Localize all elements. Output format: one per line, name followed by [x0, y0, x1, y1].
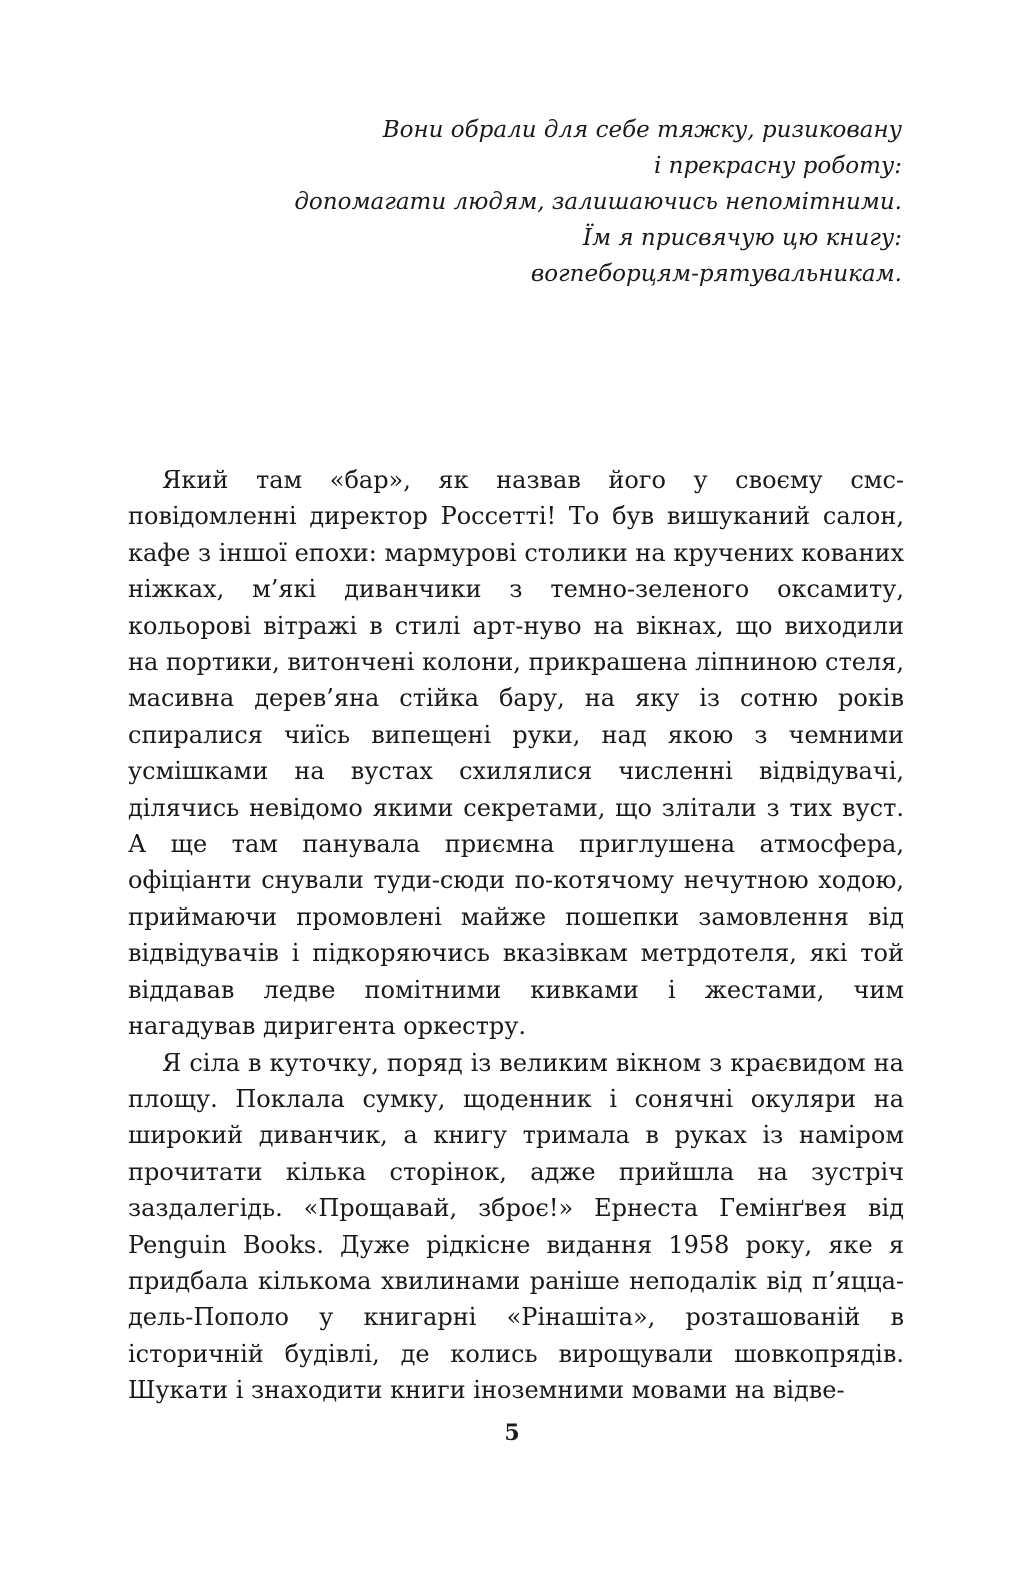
epigraph-line: і прекрасну роботу: [653, 153, 902, 179]
body-text [128, 462, 904, 1409]
epigraph-line: Вони обрали для себе тяжку, ризиковану [382, 117, 902, 143]
epigraph-line: вогneборцям-рятувальникам. [530, 261, 902, 287]
epigraph-line: Їм я присвячую цю книгу: [582, 225, 902, 251]
epigraph-line: допомагати людям, залишаючись непомітними. [294, 189, 902, 215]
paragraph: Я сіла в куточку, поряд із великим вікном з краєвидом на площу. Поклала сумку, щоденник і сонячні окуляри на широкий диванчик, а книгу тримала в руках із наміром прочитати кілька сторінок, адже прийшла на зустріч заздалегідь. «Прощавай, зброє!» Ернеста Гемінґвея від Penguin Books. Дуже рідкісне видання 1958 року, яке я придбала кількома хвилинами раніше неподалік від п’яцца-дель-Пополо у книгарні «Рінашіта», розташованій в історичній будівлі, де колись вирощували шовкопрядів. Шукати і знаходити книги іноземними мовами на відве- [128, 1048, 904, 1405]
page-number: 5 [504, 1420, 520, 1446]
paragraph: Який там «бар», як назвав його у своєму смс-повідомленні директор Россетті! То був вишуканий салон, кафе з іншої епохи: мармурові столики на кручених кованих ніжках, м’які диванчики з темно-зеленого оксамиту, кольорові вітражі в стилі арт-нуво на вікнах, що виходили на портики, витончені колони, прикрашена ліпниною стеля, масивна дерев’яна стійка бару, на яку із сотню років спиралися чиїсь випещені руки, над якою з чемними усмішками на вустах схилялися численні відвідувачі, ділячись невідомо якими секретами, що злітали з тих вуст. А ще там панувала приємна приглушена атмосфера, офіціанти снували туди-сюди по-котячому нечутною ходою, приймаючи промовлені майже пошепки замовлення від відвідувачів і підкоряючись вказівкам метрдотеля, які той віддавав ледве помітними кивками і жестами, чим нагадував диригента оркестру. [128, 466, 904, 1041]
epigraph [202, 112, 902, 292]
